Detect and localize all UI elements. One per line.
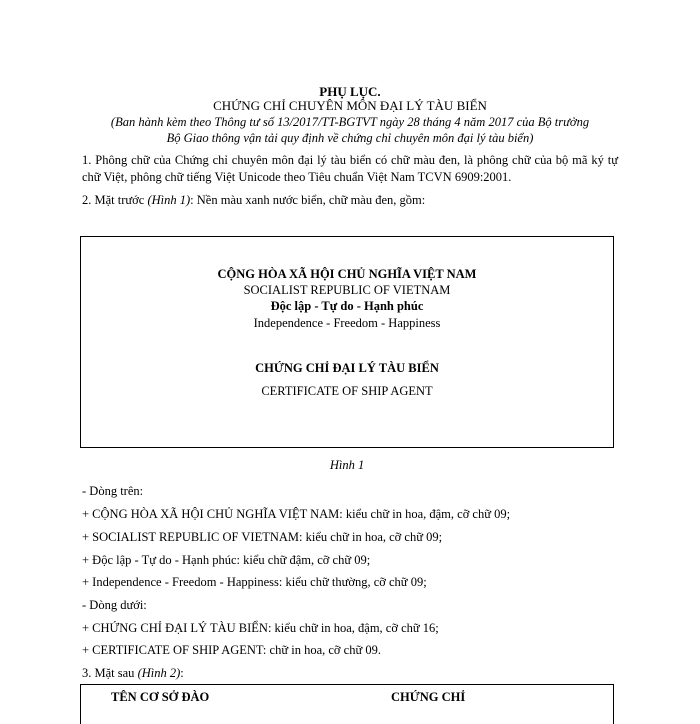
figure-1-country-name-en: SOCIALIST REPUBLIC OF VIETNAM <box>243 283 451 297</box>
list-item-6: + CERTIFICATE OF SHIP AGENT: chữ in hoa, cỡ chữ 09. <box>82 643 381 657</box>
figure-1-motto: Độc lập - Tự do - Hạnh phúc <box>270 299 424 313</box>
issuance-note-line-2: Bộ Giao thông vận tải quy định về chứng chỉ chuyên môn đại lý tàu biển) <box>166 131 534 145</box>
figure-1-certificate-title: CHỨNG CHỈ ĐẠI LÝ TÀU BIỂN <box>255 361 439 375</box>
paragraph-3 <box>82 665 184 681</box>
list-item-1: + CỘNG HÒA XÃ HỘI CHỦ NGHĨA VIỆT NAM: kiểu chữ in hoa, đậm, cỡ chữ 09; <box>82 507 511 521</box>
paragraph-2-figure-ref: (Hình 1) <box>147 193 191 207</box>
list-item-4: + Independence - Freedom - Happiness: kiểu chữ thường, cỡ chữ 09; <box>82 575 427 589</box>
figure-2-training-institution-heading: TÊN CƠ SỞ ĐÀO <box>111 690 210 704</box>
list-item-5: + CHỨNG CHỈ ĐẠI LÝ TÀU BIỂN: kiểu chữ in hoa, đậm, cỡ chữ 16; <box>82 621 439 635</box>
list-item-2: + SOCIALIST REPUBLIC OF VIETNAM: kiểu chữ in hoa, cỡ chữ 09; <box>82 530 443 544</box>
paragraph-2-suffix: : Nền màu xanh nước biển, chữ màu đen, gồm: <box>190 193 426 207</box>
figure-1-country-name: CỘNG HÒA XÃ HỘI CHỦ NGHĨA VIỆT NAM <box>217 267 477 281</box>
list-heading-top: - Dòng trên: <box>82 484 144 498</box>
paragraph-2 <box>82 192 618 209</box>
appendix-subtitle: CHỨNG CHỈ CHUYÊN MÔN ĐẠI LÝ TÀU BIỂN <box>213 98 487 113</box>
list-heading-bottom: - Dòng dưới: <box>82 598 147 612</box>
figure-1-frame <box>80 236 614 448</box>
figure-2-frame <box>80 684 614 724</box>
appendix-title: PHỤ LỤC. <box>319 84 381 99</box>
issuance-note-line-1: (Ban hành kèm theo Thông tư số 13/2017/TT-BGTVT ngày 28 tháng 4 năm 2017 của Bộ trưởng <box>110 115 590 129</box>
paragraph-3-prefix: 3. Mặt sau <box>82 666 138 680</box>
list-item-3: + Độc lập - Tự do - Hạnh phúc: kiểu chữ đậm, cỡ chữ 09; <box>82 553 371 567</box>
paragraph-3-suffix: : <box>180 666 184 680</box>
figure-2-certificate-heading: CHỨNG CHỈ <box>391 690 466 704</box>
paragraph-2-prefix: 2. Mặt trước <box>82 193 148 207</box>
issuance-note <box>82 114 618 146</box>
paragraph-1: 1. Phông chữ của Chứng chỉ chuyên môn đại lý tàu biển có chữ màu đen, là phông chữ của bộ mã ký tự chữ Việt, phông chữ tiếng Việt Unicode theo Tiêu chuẩn Việt Nam TCVN 6909:2001. <box>82 153 618 184</box>
figure-1-certificate-title-en: CERTIFICATE OF SHIP AGENT <box>261 384 433 398</box>
paragraph-3-figure-ref: (Hình 2) <box>137 666 181 680</box>
figure-1-caption: Hình 1 <box>329 458 365 472</box>
figure-1-motto-en: Independence - Freedom - Happiness <box>253 316 441 330</box>
